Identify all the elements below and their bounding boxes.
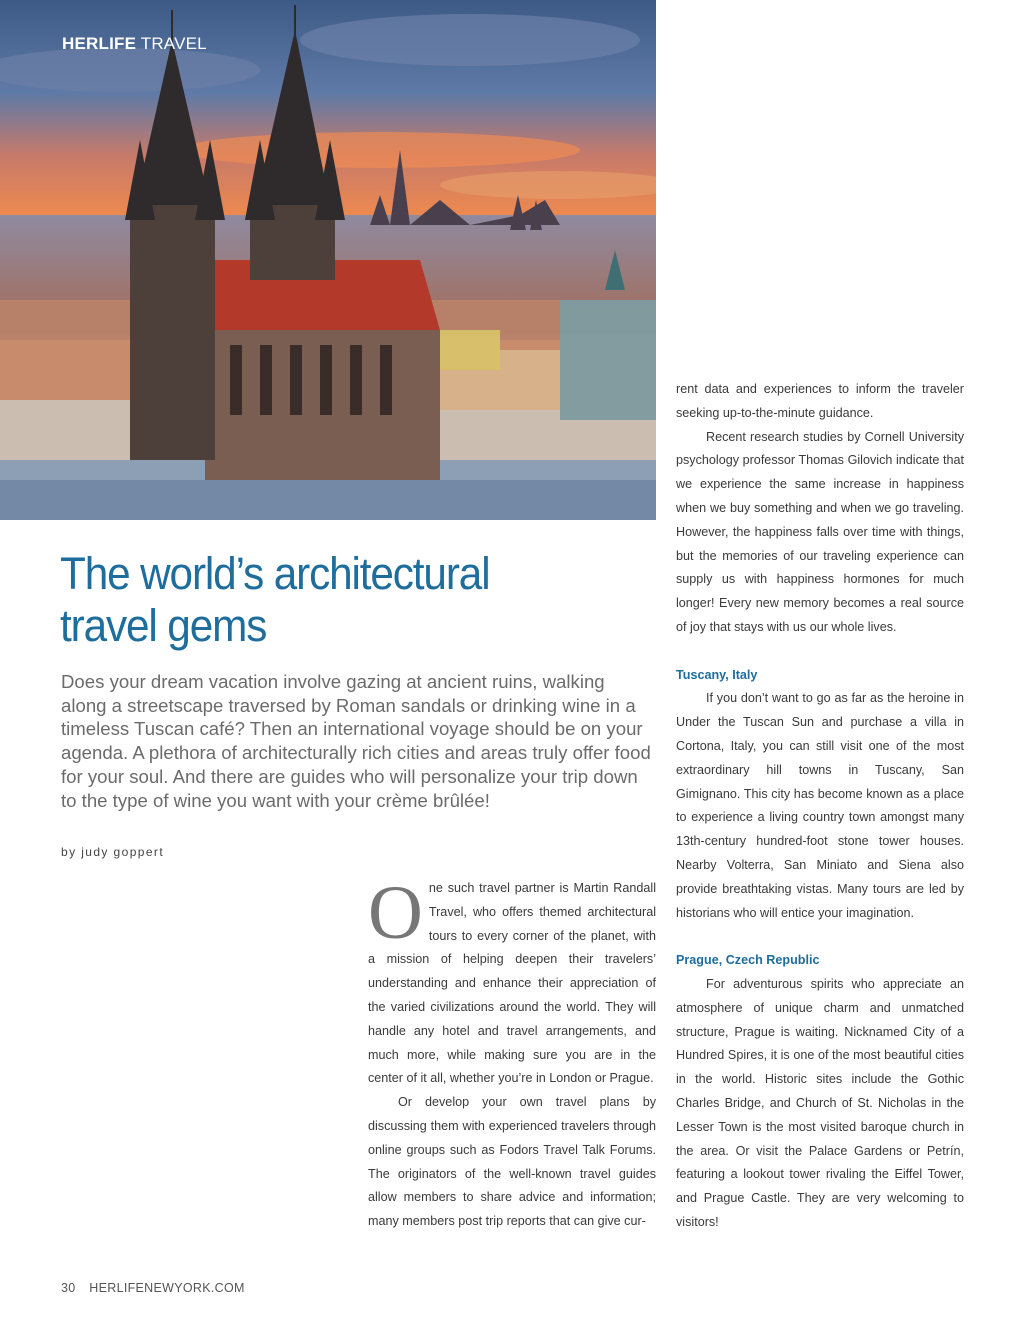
headline-line-1: The world’s architectural [60,548,490,599]
article-headline [60,548,586,652]
page-footer [61,1281,245,1295]
hero-photo [0,0,656,520]
subhead-prague: Prague, Czech Republic [676,953,820,968]
column2-paragraph-3: If you don’t want to go as far as the heroine in Under the Tuscan Sun and purchase a villa in Cortona, Italy, you can still visit one of the most extraordinary hill towns in Tuscany, San Gimignano. This city has become known as a place to experience a living country town amongst many 13th-century hundred-foot stone tower houses. Nearby Volterra, San Miniato and Siena also provide breathtaking vistas. Many tours are led by historians who will entice your imagination. [676,691,964,920]
section-label-category: TRAVEL [140,34,207,53]
drop-cap: O [368,871,423,955]
body-column-1 [368,871,656,1234]
section-label [62,34,207,54]
section-label-brand: HERLIFE [62,34,137,53]
column2-paragraph-4: For adventurous spirits who appreciate an atmosphere of unique charm and unmatched structure, Prague is waiting. Nicknamed City of a Hundred Spires, it is one of the most beautiful cities in the world. Historic sites include the Gothic Charles Bridge, and Church of St. Nicholas in the Lesser Town is the most visited baroque church in the area. Or visit the Palace Gardens or Petrín, featuring a lookout tower rivaling the Eiffel Tower, and Prague Castle. They are very welcoming to visitors! [676,976,964,1229]
page-number: 30 [61,1281,76,1295]
headline-line-2: travel gems [60,600,267,651]
column1-paragraph-1-text: ne such travel partner is Martin Randall Travel, who offers themed architectural tours to every corner of the planet, with a mission of helping deepen their travelers’ understanding and enhance their appreciation of the varied civilizations around the world. They will handle any hotel and travel arrangements, and much more, while making sure you are in the center of it all, whether you’re in London or Prague. [368,881,656,1086]
subhead-tuscany: Tuscany, Italy [676,667,758,682]
column2-paragraph-1: rent data and experiences to inform the traveler seeking up-to-the-minute guidance. [676,382,964,420]
byline: by judy goppert [61,845,165,859]
column1-paragraph-2: Or develop your own travel plans by discussing them with experienced travelers through online groups such as Fodors Travel Talk Forums. The originators of the well-known travel guides allow members to share advice and information; many members post trip reports that can give cur- [368,1095,656,1229]
prague-skyline-image [0,0,656,520]
footer-site-link[interactable]: HERLIFENEWYORK.COM [89,1281,245,1295]
column2-paragraph-2: Recent research studies by Cornell University psychology professor Thomas Gilovich indicate that we experience the same increase in happiness when we buy something and when we go traveling. However, the happiness falls over time with things, but the memories of our traveling experience can supply us with happiness hormones for much longer! Every new memory becomes a real source of joy that stays with us our whole lives. [676,429,964,634]
body-column-2 [676,378,964,1235]
column1-paragraph-1 [368,871,656,1091]
article-dek: Does your dream vacation involve gazing at ancient ruins, walking along a streetscape traversed by Roman sandals or drinking wine in a timeless Tuscan café? Then an international voyage should be on your agenda. A plethora of architecturally rich cities and areas truly offer food for your soul. And there are guides who will personalize your trip down to the type of wine you want with your crème brûlée! [61,671,651,811]
